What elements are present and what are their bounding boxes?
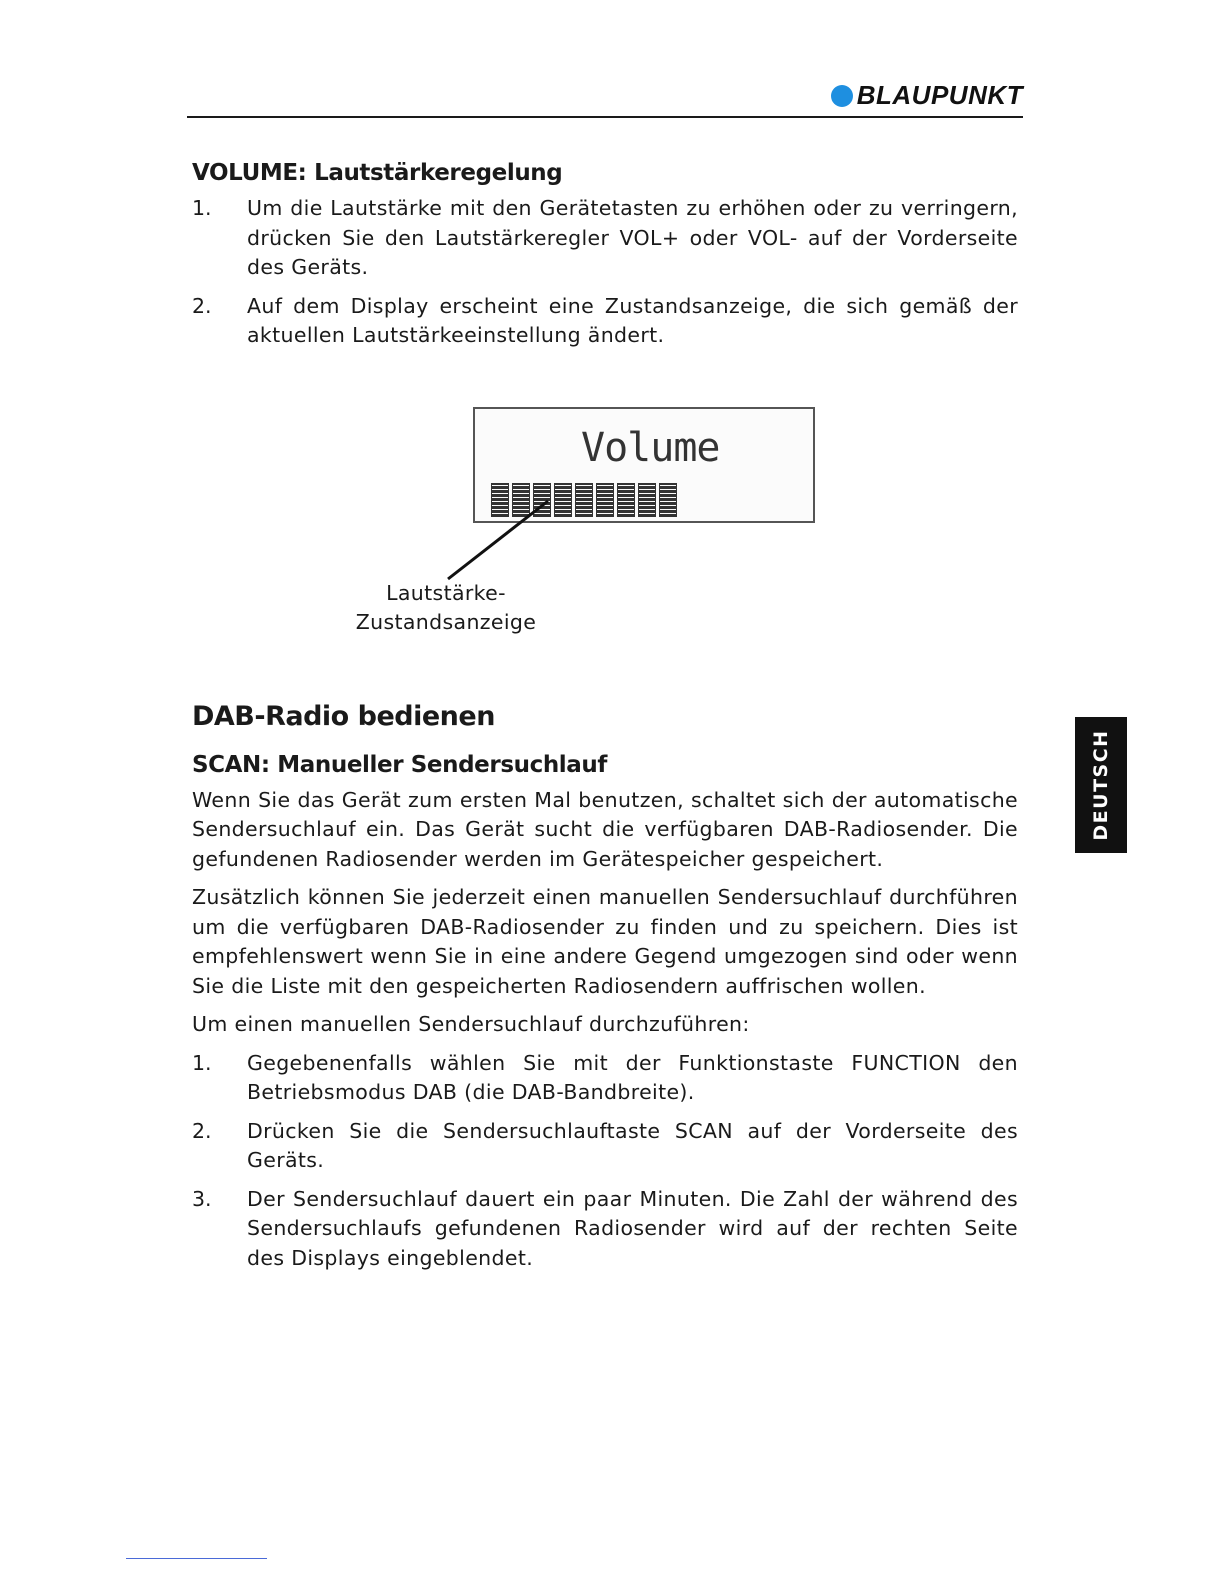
page-header [187,78,1023,118]
volume-bar-segment [659,483,677,517]
step-text: Der Sendersuchlauf dauert ein paar Minuten. Die Zahl der während des Sendersuchlaufs gefundenen Radiosender wird auf der rechten Seite des Displays eingeblendet. [247,1186,1018,1270]
scan-step-2 [192,1117,1018,1176]
volume-bar-segment [554,483,572,517]
page-content [192,160,1018,1282]
volume-display-figure [192,381,1018,701]
step-number: 1. [192,1050,212,1075]
volume-bar-segment [512,483,530,517]
step-text: Um die Lautstärke mit den Gerätetasten zu erhöhen oder zu verringern, drücken Sie den Lautstärkeregler VOL+ oder VOL- auf der Vorderseite des Geräts. [247,196,1018,279]
language-tab [1075,717,1127,853]
footer-divider [126,1558,267,1559]
step-number: 2. [192,293,212,318]
volume-bar-segment [596,483,614,517]
volume-bar-segment [617,483,635,517]
step-text: Auf dem Display erscheint eine Zustandsanzeige, die sich gemäß der aktuellen Lautstärkeeinstellung ändert. [247,293,1018,347]
scan-step-3 [192,1185,1018,1274]
step-text: Gegebenenfalls wählen Sie mit der Funktionstaste FUNCTION den Betriebsmodus DAB (die DAB-Bandbreite). [247,1050,1018,1104]
dab-heading: DAB-Radio bedienen [192,700,495,732]
dab-paragraph-3: Um einen manuellen Sendersuchlauf durchzuführen: [192,1012,750,1036]
caption-line-1: Lautstärke- [386,580,506,605]
lcd-display [473,407,815,523]
brand-name: BLAUPUNKT [856,80,1023,110]
volume-bar-segment [575,483,593,517]
scan-step-1 [192,1049,1018,1108]
step-number: 1. [192,196,212,220]
volume-level-bars [491,483,680,517]
volume-bar-segment [491,483,509,517]
step-number: 3. [192,1186,212,1211]
step-number: 2. [192,1118,212,1143]
scan-heading: SCAN: Manueller Sendersuchlauf [192,751,607,778]
lcd-volume-text: Volume [581,424,720,471]
volume-step-1 [192,194,1018,283]
language-tab-label: DEUTSCH [1090,729,1112,841]
volume-heading: VOLUME: Lautstärkeregelung [192,160,563,186]
figure-caption [326,579,566,638]
brand-logo [831,80,1023,111]
caption-line-2: Zustandsanzeige [355,610,537,634]
volume-bar-segment [533,483,551,517]
volume-bar-segment [638,483,656,517]
dab-paragraph-1: Wenn Sie das Gerät zum ersten Mal benutzen, schaltet sich der automatische Sendersuchlauf ein. Das Gerät sucht die verfügbaren DAB-Radiosender. Die gefundenen Radiosender werden im Gerätespeicher gespeichert. [192,787,1018,871]
brand-dot-icon [831,85,853,107]
dab-paragraph-2: Zusätzlich können Sie jederzeit einen manuellen Sendersuchlauf durchführen um die verfügbaren DAB-Radiosender zu finden und zu speichern. Dies ist empfehlenswert wenn Sie in eine andere Gegend umgezogen sind oder wenn Sie die Liste mit den gespeicherten Radiosendern auffrischen wollen. [192,885,1018,998]
step-text: Drücken Sie die Sendersuchlauftaste SCAN auf der Vorderseite des Geräts. [247,1118,1018,1172]
volume-step-2 [192,292,1018,351]
